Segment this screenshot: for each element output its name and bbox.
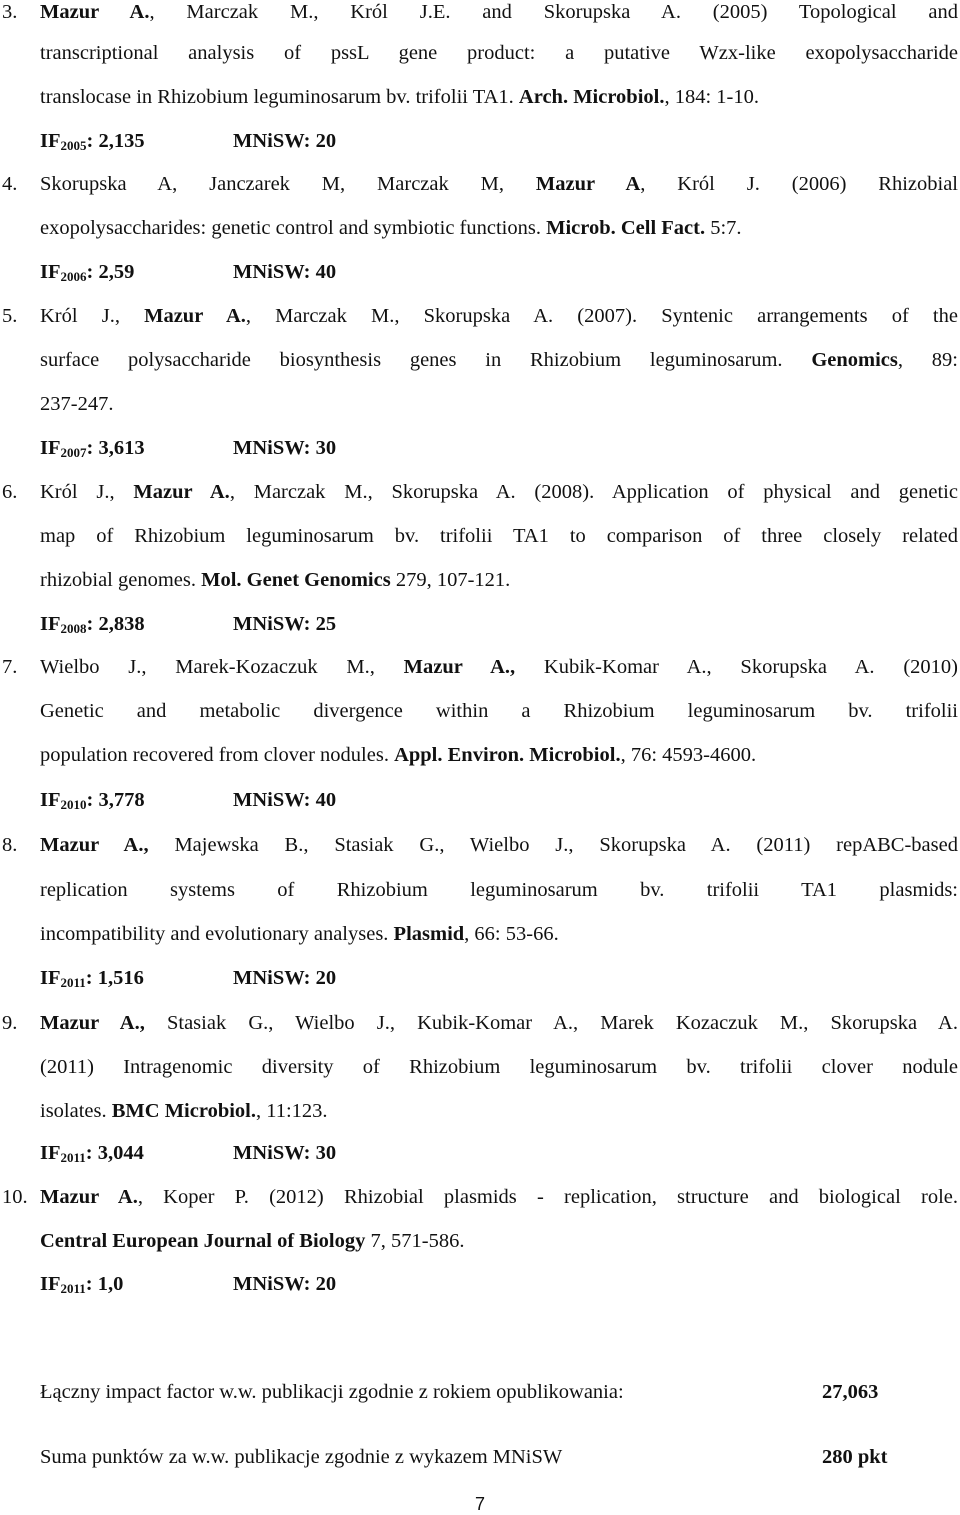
citation-bold-text: BMC Microbiol.	[111, 1100, 256, 1122]
mnisw-points: MNiSW: 30	[233, 1142, 337, 1164]
citation-bold-text: Mazur A.	[144, 305, 246, 327]
impact-factor-label: IF	[40, 967, 61, 989]
points-summary-value: 280 pkt	[822, 1446, 888, 1468]
mnisw-points: MNiSW: 20	[233, 1273, 337, 1295]
citation-bold-text: Plasmid	[393, 923, 465, 945]
impact-factor-value: : 3,044	[85, 1142, 144, 1164]
impact-factor-label: IF	[40, 261, 61, 283]
entry-number: 4.	[2, 173, 18, 195]
impact-factor-line	[40, 963, 336, 998]
citation-line	[40, 301, 958, 331]
impact-factor-year: 2005	[60, 138, 87, 153]
impact-factor	[40, 126, 233, 161]
citation-text: , 66: 53-66.	[464, 923, 559, 945]
mnisw-points: MNiSW: 30	[233, 437, 337, 459]
mnisw-points: MNiSW: 20	[233, 967, 337, 989]
impact-factor	[40, 963, 233, 998]
citation-text: , 89:	[897, 349, 958, 371]
impact-factor-value: : 1,516	[85, 967, 144, 989]
citation-text: incompatibility and evolutionary analyses.	[40, 923, 394, 945]
impact-factor-value: : 3,778	[86, 789, 145, 811]
citation-text: Majewska B., Stasiak G., Wielbo J., Skorupska A. (2011) repABC-based	[148, 834, 958, 856]
impact-factor-line	[40, 1269, 336, 1304]
impact-factor-line	[40, 126, 336, 161]
citation-bold-text: Mol. Genet Genomics	[201, 569, 391, 591]
citation-text: transcriptional analysis of pssL gene product: a putative Wzx-like exopolysaccharide	[40, 42, 958, 64]
entry-number: 8.	[2, 834, 18, 856]
citation-text: Skorupska A, Janczarek M, Marczak M,	[40, 173, 536, 195]
citation-line	[40, 696, 958, 726]
citation-bold-text: Mazur A	[535, 173, 641, 195]
impact-factor	[40, 257, 233, 292]
entry-number: 6.	[2, 481, 18, 503]
citation-text: Genetic and metabolic divergence within a Rhizobium leguminosarum bv. trifolii	[40, 700, 958, 722]
citation-text: Stasiak G., Wielbo J., Kubik-Komar A., Marek Kozaczuk M., Skorupska A.	[144, 1012, 958, 1034]
citation-line	[40, 1226, 958, 1256]
citation-text: , Król J. (2006) Rhizobial	[640, 173, 958, 195]
citation-bold-text: Mazur A.,	[40, 834, 149, 856]
citation-line	[40, 1096, 958, 1126]
citation-line	[40, 565, 958, 595]
impact-factor-year: 2010	[60, 797, 87, 812]
citation-text: , 11:123.	[256, 1100, 328, 1122]
impact-factor-label: IF	[40, 613, 61, 635]
impact-factor-year: 2006	[60, 269, 87, 284]
citation-text: 279, 107-121.	[390, 569, 511, 591]
impact-factor	[40, 1138, 233, 1173]
citation-line	[40, 875, 958, 905]
impact-factor-label: IF	[40, 130, 61, 152]
entry-number: 7.	[2, 656, 18, 678]
mnisw-points: MNiSW: 40	[233, 789, 337, 811]
citation-bold-text: Mazur A.	[133, 481, 230, 503]
impact-factor	[40, 609, 233, 644]
citation-line	[40, 830, 958, 860]
impact-factor-year: 2007	[60, 445, 87, 460]
citation-bold-text: Mazur A.,	[403, 656, 516, 678]
impact-factor-label: IF	[40, 1273, 61, 1295]
impact-factor-value: : 2,135	[86, 130, 145, 152]
mnisw-points: MNiSW: 25	[233, 613, 337, 635]
citation-bold-text: Arch. Microbiol.	[518, 86, 665, 108]
citation-text: 237-247.	[40, 393, 114, 415]
citation-line	[40, 213, 958, 243]
citation-text: 5:7.	[705, 217, 742, 239]
citation-line	[40, 740, 958, 770]
impact-factor-label: IF	[40, 789, 61, 811]
citation-line	[40, 652, 958, 682]
citation-text: 7, 571-586.	[365, 1230, 465, 1252]
impact-factor-year: 2011	[60, 975, 86, 990]
impact-factor-line	[40, 609, 336, 644]
citation-text: translocase in Rhizobium leguminosarum bv. trifolii TA1.	[40, 86, 519, 108]
citation-text: , Marczak M., Skorupska A. (2008). Application of physical and genetic	[229, 481, 958, 503]
points-summary-label: Suma punktów za w.w. publikacje zgodnie z wykazem MNiSW	[40, 1446, 563, 1468]
entry-number: 10.	[2, 1186, 28, 1208]
citation-line	[40, 1052, 958, 1082]
citation-text: replication systems of Rhizobium leguminosarum bv. trifolii TA1 plasmids:	[40, 879, 958, 901]
citation-line	[40, 345, 958, 375]
citation-text: map of Rhizobium leguminosarum bv. trifolii TA1 to comparison of three closely related	[40, 525, 958, 547]
citation-bold-text: Central European Journal of Biology	[40, 1230, 366, 1252]
citation-text: exopolysaccharides: genetic control and symbiotic functions.	[40, 217, 547, 239]
citation-line	[40, 38, 958, 68]
citation-text: rhizobial genomes.	[40, 569, 202, 591]
impact-factor-summary-label: Łączny impact factor w.w. publikacji zgodnie z rokiem opublikowania:	[40, 1381, 624, 1403]
citation-line	[40, 521, 958, 551]
citation-bold-text: Genomics	[811, 349, 898, 371]
impact-factor-label: IF	[40, 1142, 61, 1164]
impact-factor-year: 2008	[60, 621, 87, 636]
impact-factor	[40, 785, 233, 820]
impact-factor-line	[40, 1138, 336, 1173]
page-number: 7	[474, 1494, 485, 1514]
impact-factor-year: 2011	[60, 1150, 86, 1165]
citation-text: isolates.	[40, 1100, 112, 1122]
entry-number: 5.	[2, 305, 18, 327]
citation-text: , Marczak M., Skorupska A. (2007). Syntenic arrangements of the	[245, 305, 958, 327]
citation-line	[40, 389, 958, 419]
citation-line	[40, 477, 958, 507]
citation-text: , Koper P. (2012) Rhizobial plasmids - replication, structure and biological role.	[137, 1186, 958, 1208]
citation-line	[40, 0, 958, 27]
citation-text: Król J.,	[40, 481, 134, 503]
impact-factor-line	[40, 785, 336, 820]
impact-factor-value: : 1,0	[85, 1273, 124, 1295]
citation-line	[40, 919, 958, 949]
mnisw-points: MNiSW: 20	[233, 130, 337, 152]
citation-bold-text: Appl. Environ. Microbiol.	[394, 744, 621, 766]
citation-line	[40, 1008, 958, 1038]
citation-line	[40, 169, 958, 199]
impact-factor-line	[40, 257, 336, 292]
impact-factor-summary-value: 27,063	[822, 1381, 879, 1403]
entry-number: 9.	[2, 1012, 18, 1034]
impact-factor-value: : 2,59	[86, 261, 135, 283]
citation-text: Kubik-Komar A., Skorupska A. (2010)	[515, 656, 958, 678]
citation-text: , 184: 1-10.	[664, 86, 760, 108]
citation-bold-text: Mazur A.	[40, 1186, 138, 1208]
impact-factor-year: 2011	[60, 1281, 86, 1296]
citation-text: (2011) Intragenomic diversity of Rhizobium leguminosarum bv. trifolii clover nodule	[40, 1056, 958, 1078]
mnisw-points: MNiSW: 40	[233, 261, 337, 283]
citation-text: Wielbo J., Marek-Kozaczuk M.,	[40, 656, 404, 678]
impact-factor-value: : 2,838	[86, 613, 145, 635]
citation-text: Król J.,	[40, 305, 145, 327]
citation-bold-text: Microb. Cell Fact.	[546, 217, 706, 239]
citation-text: , 76: 4593-4600.	[620, 744, 757, 766]
citation-text: surface polysaccharide biosynthesis genes in Rhizobium leguminosarum.	[40, 349, 812, 371]
impact-factor	[40, 1269, 233, 1304]
impact-factor-line	[40, 433, 336, 468]
entry-number: 3.	[2, 1, 18, 23]
citation-text: , Marczak M., Król J.E. and Skorupska A. (2005) Topological and	[149, 1, 958, 23]
citation-line	[40, 82, 958, 112]
citation-text: population recovered from clover nodules.	[40, 744, 395, 766]
citation-bold-text: Mazur A.,	[40, 1012, 145, 1034]
citation-bold-text: Mazur A.	[40, 1, 150, 23]
impact-factor-label: IF	[40, 437, 61, 459]
impact-factor-value: : 3,613	[86, 437, 145, 459]
citation-line	[40, 1182, 958, 1212]
impact-factor	[40, 433, 233, 468]
